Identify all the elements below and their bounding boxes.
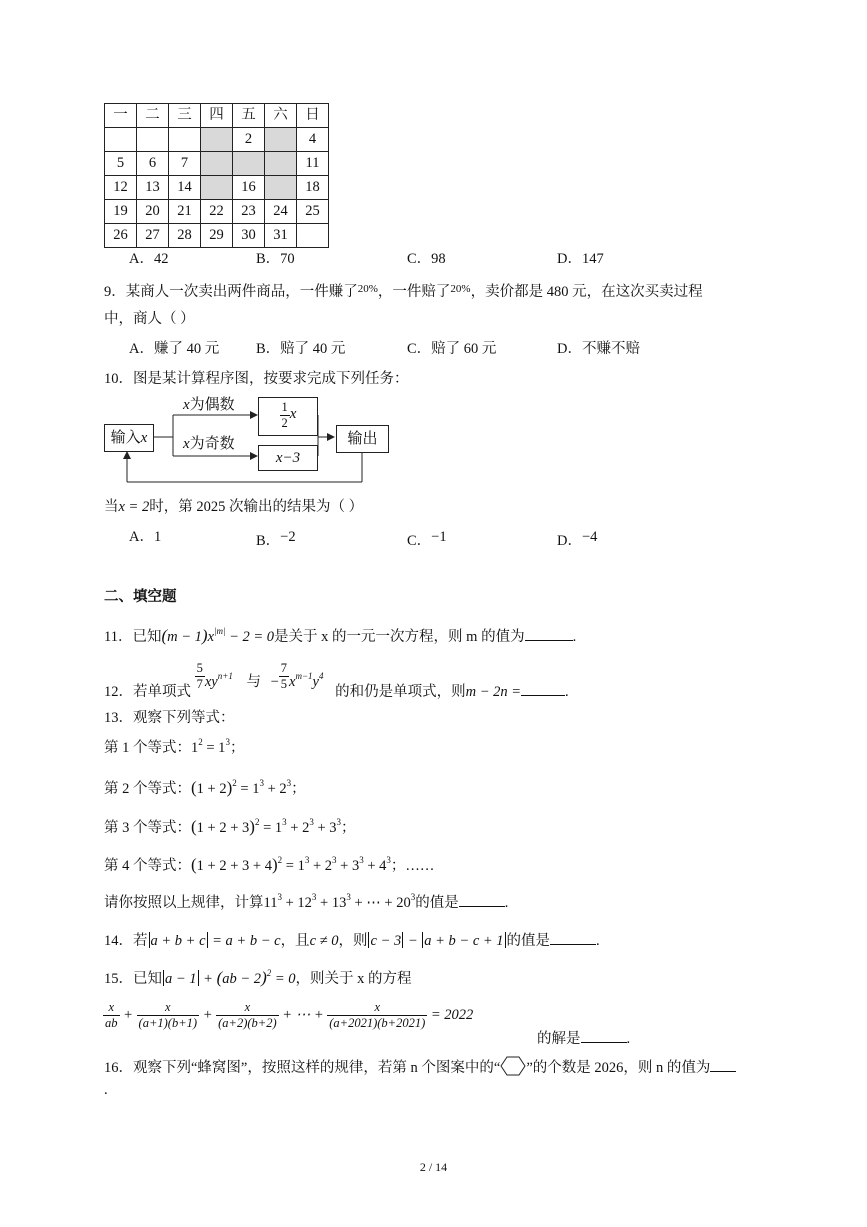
calendar-cell: 14 (169, 176, 201, 200)
calendar-row (105, 200, 329, 224)
q13-line-3 (104, 817, 356, 838)
calendar-table (104, 103, 329, 248)
flow-even-text: 为偶数 (189, 397, 235, 413)
calendar-row (105, 152, 329, 176)
calendar-header-cell: 一 (105, 104, 137, 128)
q15-term-2: $\frac{x}{(a+1)(b+1)}$ (138, 1000, 198, 1030)
calendar-header-cell: 六 (265, 104, 297, 128)
calendar-cell (105, 128, 137, 152)
calendar-shaded-cell (201, 176, 233, 200)
q12-answer-blank (521, 681, 565, 696)
q12-fraction-2: $\frac{7}{5}$ (280, 661, 288, 691)
calendar-row (105, 128, 329, 152)
q16-end: . (104, 1082, 108, 1098)
calendar-header-cell: 五 (233, 104, 265, 128)
calendar-cell: 20 (137, 200, 169, 224)
q15-text-a: ，则关于 x 的方程 (295, 971, 412, 987)
q10-option-d-value: −4 (581, 529, 598, 545)
q10-option-c-value: −1 (431, 529, 447, 545)
q14-text-a: ，且 (280, 933, 310, 949)
q9-stem (104, 279, 703, 302)
calendar-cell: 30 (233, 224, 265, 248)
calendar-shaded-cell (201, 128, 233, 152)
q15-condition: a − 1 + (ab − 2)$^2$ = 0 (165, 968, 296, 987)
calendar-cell (169, 128, 201, 152)
q13-stem: 13．观察下列等式： (104, 710, 235, 726)
q13-ask-a: 请你按照以上规律，计算 (104, 895, 264, 911)
calendar-cell: 6 (137, 152, 169, 176)
calendar-cell: 24 (265, 200, 297, 224)
q14-num: 14．若 (104, 933, 148, 949)
q11-end: . (572, 629, 577, 645)
calendar-cell: 2 (233, 128, 265, 152)
q10-option-b-prefix: B． (256, 533, 281, 549)
q8-option-c: C．98 (407, 251, 446, 267)
q12-fraction-1: $\frac{5}{7}$ (196, 661, 203, 691)
flow-even-label: x为偶数 (183, 397, 235, 413)
flow-odd-label: x为奇数 (183, 436, 235, 452)
q15-sol-text: 的解是 (537, 1031, 581, 1047)
calendar-cell: 21 (169, 200, 201, 224)
flow-half-fraction: $\frac{1}{2}$ (281, 400, 288, 430)
q10-option-d-prefix: D． (557, 533, 582, 549)
q13-end: . (504, 895, 509, 911)
q9-stem-c: ，卖价都是 480 元，在这次买卖过程 (470, 284, 703, 300)
q12: 12．若单项式 $\frac{5}{7}$ $xy^{n+1}$ 与 − $\frac{7}{5}$ $x^{m-1}y^4$ 的和仍是单项式，则m − 2n = . (104, 661, 569, 700)
q16-stem-a: 16．观察下列“蜂窝图”，按照这样的规律，若第 n 个图案中的“ (104, 1060, 501, 1076)
q13-question (104, 892, 508, 913)
q12-end: . (565, 684, 569, 700)
q13-equation-3: $(1 + 2 + 3)^2 = 1^3 + 2^3 + 3^3$； (191, 817, 356, 836)
calendar-cell: 29 (201, 224, 233, 248)
q9-option-a: A．赚了 40 元 (129, 341, 220, 357)
q16 (104, 1055, 736, 1078)
q12-mid: 与 (246, 674, 261, 690)
calendar-cell: 11 (297, 152, 329, 176)
calendar-header-cell: 二 (137, 104, 169, 128)
flow-odd-text: 为奇数 (189, 436, 235, 452)
calendar-cell: 4 (297, 128, 329, 152)
q15-term-1: $\frac{x}{ab}$ (105, 1000, 118, 1030)
calendar-cell: 26 (105, 224, 137, 248)
calendar-row (105, 176, 329, 200)
hexagon-icon (500, 1055, 526, 1077)
q15-equation: $\frac{x}{ab}$ + $\frac{x}{(a+1)(b+1)}$ + $\frac{x}{(a+2)(b+2)}$ + ⋯ + $\frac{x}{(a+2021)(b+2021)}$ = 2022 (105, 1000, 474, 1030)
q14-condition: a + b + c = a + b − c (150, 933, 281, 949)
q15-num: 15．已知 (104, 971, 162, 987)
q13-label-2: 第 2 个等式： (104, 781, 191, 797)
calendar-cell: 28 (169, 224, 201, 248)
q9-stem-a: 9．某商人一次卖出两件商品，一件赚了 (104, 284, 358, 300)
q15-answer-blank (581, 1028, 627, 1043)
calendar-cell: 7 (169, 152, 201, 176)
q13-ellipsis: ；…… (390, 858, 435, 874)
calendar-cell (297, 224, 329, 248)
calendar-cell: 13 (137, 176, 169, 200)
q15-term-3: $\frac{x}{(a+2)(b+2)}$ (218, 1000, 277, 1030)
q8-option-a: A．42 (129, 251, 169, 267)
calendar-shaded-cell (233, 152, 265, 176)
calendar-cell (137, 128, 169, 152)
q9-stem-line2: 中，商人（ ） (104, 311, 195, 327)
q14 (104, 930, 600, 951)
q15-end: . (626, 1031, 631, 1047)
calendar-header-cell: 四 (201, 104, 233, 128)
calendar-shaded-cell (265, 176, 297, 200)
q9-option-d: D．不赚不赔 (557, 341, 640, 357)
q11 (104, 626, 576, 647)
q16-answer-blank (710, 1057, 736, 1072)
q13-equation-4: $(1 + 2 + 3 + 4)^2 = 1^3 + 2^3 + 3^3 + 4^3$ (191, 855, 391, 874)
q10-stem: 10．图是某计算程序图，按要求完成下列任务： (104, 371, 409, 387)
q9-option-c: C．赔了 60 元 (407, 341, 497, 357)
q14-text-c: 的值是 (506, 933, 551, 949)
q14-answer-blank (550, 930, 596, 945)
q10-option-a: A．1 (129, 529, 162, 545)
q10-option-c (407, 527, 447, 551)
flow-input-label: 输入 (110, 430, 141, 446)
q14-end: . (596, 933, 600, 949)
q15-rhs: = 2022 (430, 1006, 474, 1023)
calendar-cell: 31 (265, 224, 297, 248)
q13-label-1: 第 1 个等式： (104, 740, 191, 756)
q14-text-b: ，则 (338, 933, 368, 949)
q11-answer-blank (525, 626, 573, 641)
q13-label-4: 第 4 个等式： (104, 858, 191, 874)
calendar-cell: 22 (201, 200, 233, 224)
q12-expr: m − 2n = (465, 684, 522, 700)
flow-input-box: 输入x (104, 424, 154, 452)
q10-condition (104, 497, 363, 517)
q12-monomial-2: $x^{m-1}y^4$ (289, 671, 324, 690)
q10-option-b-value: −2 (280, 529, 296, 545)
q10-cond-b: 时，第 2025 次输出的结果为（ ） (149, 499, 364, 515)
q13-answer-blank (459, 892, 505, 907)
q13-ask-b: 的值是 (415, 895, 459, 911)
q11-text: 是关于 x 的一元一次方程，则 m 的值为 (274, 629, 525, 645)
q14-neq: c ≠ 0 (309, 933, 339, 949)
calendar-header-cell: 三 (169, 104, 201, 128)
q16-stem-b: ”的个数是 2026，则 n 的值为 (526, 1060, 711, 1076)
calendar-shaded-cell (265, 128, 297, 152)
q9-stem-b: ，一件赔了 (377, 284, 451, 300)
q10-option-b (256, 527, 296, 551)
q11-num: 11．已知 (104, 629, 162, 645)
q8-option-b: B．70 (256, 251, 295, 267)
calendar-cell: 23 (233, 200, 265, 224)
q15-solution (537, 1028, 630, 1049)
q13-label-3: 第 3 个等式： (104, 820, 191, 836)
q9-option-b: B．赔了 40 元 (256, 341, 346, 357)
calendar-cell: 27 (137, 224, 169, 248)
q13-line-2 (104, 778, 306, 799)
page-number: 2 / 14 (419, 1160, 448, 1174)
calendar-cell: 16 (233, 176, 265, 200)
calendar-shaded-cell (201, 152, 233, 176)
calendar-header-cell: 日 (297, 104, 329, 128)
q10-cond-a: 当 (104, 499, 119, 515)
calendar-cell: 5 (105, 152, 137, 176)
q12-monomial-1: $xy^{n+1}$ (204, 671, 233, 690)
calendar-row (105, 224, 329, 248)
q13-line-1 (104, 738, 244, 758)
calendar-cell: 25 (297, 200, 329, 224)
q10-cond-eq: x = 2 (118, 499, 150, 515)
q14-expression: c − 3 − a + b − c + 1 (370, 933, 504, 949)
q13-equation-2: $(1 + 2)^2 = 1^3 + 2^3$； (191, 778, 306, 797)
q11-equation: $(m - 1)x^{|m|} - 2 = 0$ (161, 626, 275, 645)
calendar-cell: 18 (297, 176, 329, 200)
q9-percent-2: 20% (450, 283, 471, 295)
q10-option-c-prefix: C． (407, 533, 432, 549)
calendar-shaded-cell (265, 152, 297, 176)
q8-option-d: D．147 (557, 251, 604, 267)
flow-minus3-box: x−3 (258, 445, 318, 471)
calendar-header-row (105, 104, 329, 128)
q12-num: 12．若单项式 (104, 684, 191, 700)
q9-percent-1: 20% (357, 283, 378, 295)
q15-term-4: $\frac{x}{(a+2021)(b+2021)}$ (329, 1000, 426, 1030)
calendar-cell: 19 (105, 200, 137, 224)
q13-equation-1: $1^2 = 1^3$； (191, 737, 245, 756)
q13-sum: $11^3 + 12^3 + 13^3$ + ⋯ + $20^3$ (263, 892, 416, 911)
q13-line-4 (104, 855, 434, 876)
q10-option-d (557, 527, 597, 551)
section-title: 二、填空题 (104, 589, 177, 605)
q15-line-1 (104, 968, 412, 989)
flow-output-box: 输出 (336, 425, 389, 453)
flow-half-box: $\frac{1}{2}$ x (258, 397, 318, 436)
q12-text: 的和仍是单项式，则 (335, 684, 466, 700)
calendar-cell: 12 (105, 176, 137, 200)
